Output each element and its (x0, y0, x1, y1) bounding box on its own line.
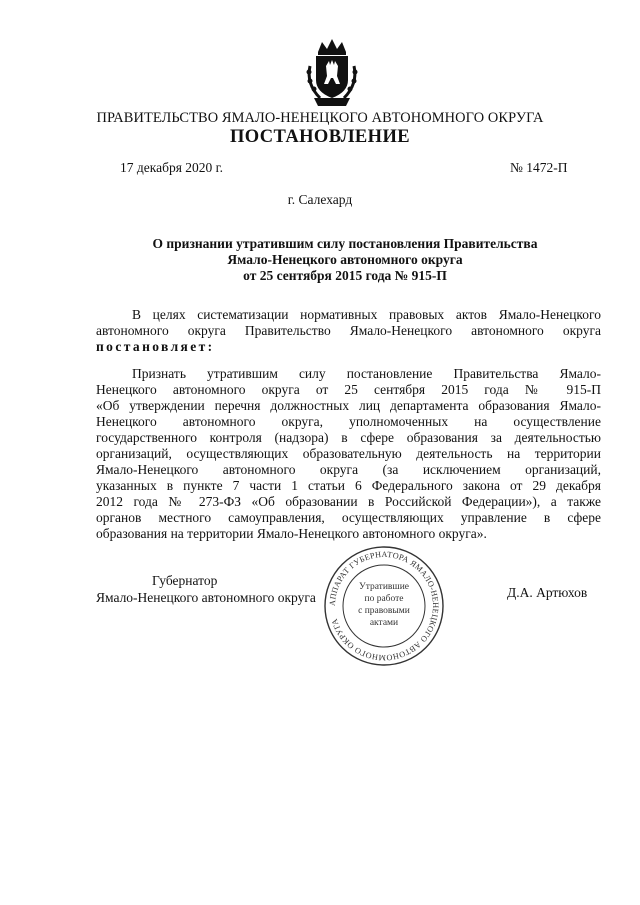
document-date: 17 декабря 2020 г. (120, 160, 224, 175)
subject-line-3: от 25 сентября 2015 года № 915-П (243, 268, 447, 283)
body-line-13: органов местного самоуправления, осуществляющих управление в сфере (96, 510, 601, 525)
stamp-center-line-3: с правовыми (358, 606, 410, 616)
body-line-3-decree: постановляет: (96, 339, 215, 354)
government-name: ПРАВИТЕЛЬСТВО ЯМАЛО-НЕНЕЦКОГО АВТОНОМНОГО ОКРУГА (96, 110, 544, 126)
stamp-ring-text: АППАРАТ ГУБЕРНАТОРА ЯМАЛО-НЕНЕЦКОГО АВТОНОМНОГО ОКРУГА (327, 549, 441, 663)
body-line-10: Ямало-Ненецкого автономного округа (за исключением организаций, (96, 462, 601, 477)
body-line-11: указанных в пункте 7 части 1 статьи 6 Федерального закона от 29 декабря (96, 478, 601, 493)
body-line-7: Ненецкого автономного округа, уполномоченных на осуществление (96, 414, 601, 429)
document-city: г. Салехард (287, 192, 353, 207)
signatory-region: Ямало-Ненецкого автономного округа (96, 590, 316, 605)
body-line-8: государственного контроля (надзора) в сфере образования за деятельностью (96, 430, 601, 445)
stamp-center-line-2: по работе (364, 594, 404, 604)
body-line-9: организаций, осуществляющих образовательную деятельность на территории (96, 446, 601, 461)
coat-of-arms-emblem (296, 36, 368, 112)
subject-line-2: Ямало-Ненецкого автономного округа (227, 252, 463, 267)
body-line-6: «Об утверждении перечня должностных лиц департамента образования Ямало- (96, 398, 601, 413)
document-number: № 1472-П (510, 160, 568, 175)
body-line-1: В целях систематизации нормативных правовых актов Ямало-Ненецкого (132, 307, 601, 322)
signatory-name: Д.А. Артюхов (507, 585, 588, 600)
body-line-12: 2012 года № 273-ФЗ «Об образовании в Российской Федерации»), а также (96, 494, 601, 509)
signatory-title: Губернатор (152, 573, 218, 588)
document-title: ПОСТАНОВЛЕНИЕ (229, 127, 410, 147)
subject-line-1: О признании утратившим силу постановления Правительства (152, 236, 538, 251)
body-line-14: образования на территории Ямало-Ненецкого автономного округа». (96, 526, 487, 541)
body-line-4: Признать утратившим силу постановление Правительства Ямало- (132, 366, 601, 381)
stamp-center-line-4: актами (369, 618, 399, 628)
body-line-2: автономного округа Правительство Ямало-Ненецкого автономного округа (96, 323, 601, 338)
body-line-5: Ненецкого автономного округа от 25 сентября 2015 года № 915-П (96, 382, 601, 397)
stamp-center-line-1: Утратившие (358, 582, 410, 592)
official-stamp (322, 544, 446, 668)
